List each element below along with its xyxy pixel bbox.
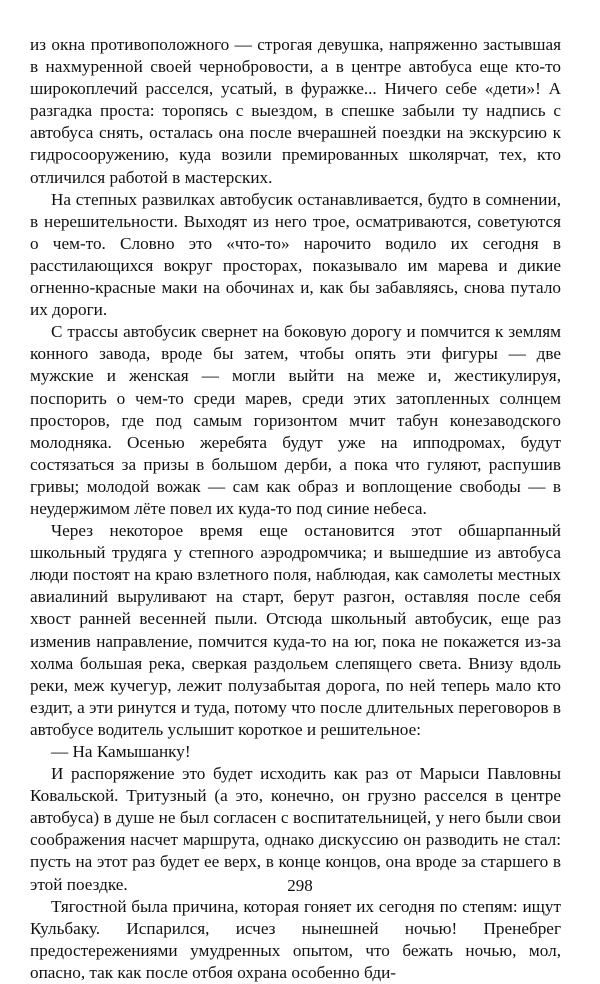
- paragraph-2: На степных развилках автобусик останавливается, будто в сомнении, в нерешительности. Выходят из него трое, осматриваются, советуются о чем-то. Словно это «что-то» нарочито водило их сегодня в расстилающихся вокруг просторах, показывало им марева и дикие огненно-красные маки на обочинах и, как бы забавляясь, снова путало их дороги.: [30, 189, 561, 320]
- page-number: 298: [287, 876, 313, 895]
- paragraph-7: Тягостной была причина, которая гоняет их сегодня по степям: ищут Кульбаку. Испарился, исчез нынешней ночью! Пренебрег предостережениями умудренных опытом, что бежать ночью, мол, опасно, так как после отбоя охрана особенно бди-: [30, 896, 561, 982]
- paragraph-1: из окна противоположного — строгая девушка, напряженно застывшая в нахмуренной своей чернобровости, а в центре автобуса еще кто-то широкоплечий расселся, усатый, в фуражке... Ничего себе «дети»! А разгадка проста: торопясь с выездом, в спешке забыли ту надпись с автобуса снять, осталась она после вчерашней поездки на экскурсию к гидросооружению, куда возили премированных школярчат, тех, кто отличился работой в мастерских.: [30, 35, 561, 187]
- paragraph-3: С трассы автобусик свернет на боковую дорогу и помчится к землям конного завода, вроде бы затем, чтобы опять эти фигуры — две мужские и женская — могли выйти на меже и, жестикулируя, поспорить о чем-то среди марев, среди этих затопленных солнцем просторов, где под самым горизонтом мчит табун конезаводского молодняка. Осенью жеребята будут уже на ипподромах, будут состязаться за призы в большом дерби, а пока что гуляют, распушив гривы; молодой вожак — сам как образ и воплощение свободы — в неудержимом лёте повел их куда-то под синие небеса.: [30, 322, 561, 518]
- paragraph-5-dialogue: — На Камышанку!: [51, 742, 191, 761]
- book-page: [30, 34, 561, 982]
- paragraph-4: Через некоторое время еще остановится этот обшарпанный школьный трудяга у степного аэродромчика; и вышедшие из автобуса люди постоят на краю взлетного поля, наблюдая, как самолеты местных авиалиний выруливают на старт, берут разгон, оставляя после себя хвост ранней весенней пыли. Отсюда школьный автобусик, еще раз изменив направление, помчится куда-то на юг, пока не покажется из-за холма большая река, сверкая раздольем слепящего света. Внизу вдоль реки, меж кучегур, лежит полузабытая дорога, по ней теперь мало кто ездит, а эти ринутся и туда, потому что после длительных переговоров в автобусе водитель услышит короткое и решительное:: [30, 521, 561, 739]
- paragraph-6: И распоряжение это будет исходить как раз от Марыси Павловны Ковальской. Тритузный (а это, конечно, он грузно расселся в центре автобуса) в душе не был согласен с воспитательницей, у него были свои соображения насчет маршрута, однако дискуссию он разводить не стал: пусть на этот раз будет ее верх, в конце концов, она вроде за старшего в этой поездке.: [30, 764, 561, 894]
